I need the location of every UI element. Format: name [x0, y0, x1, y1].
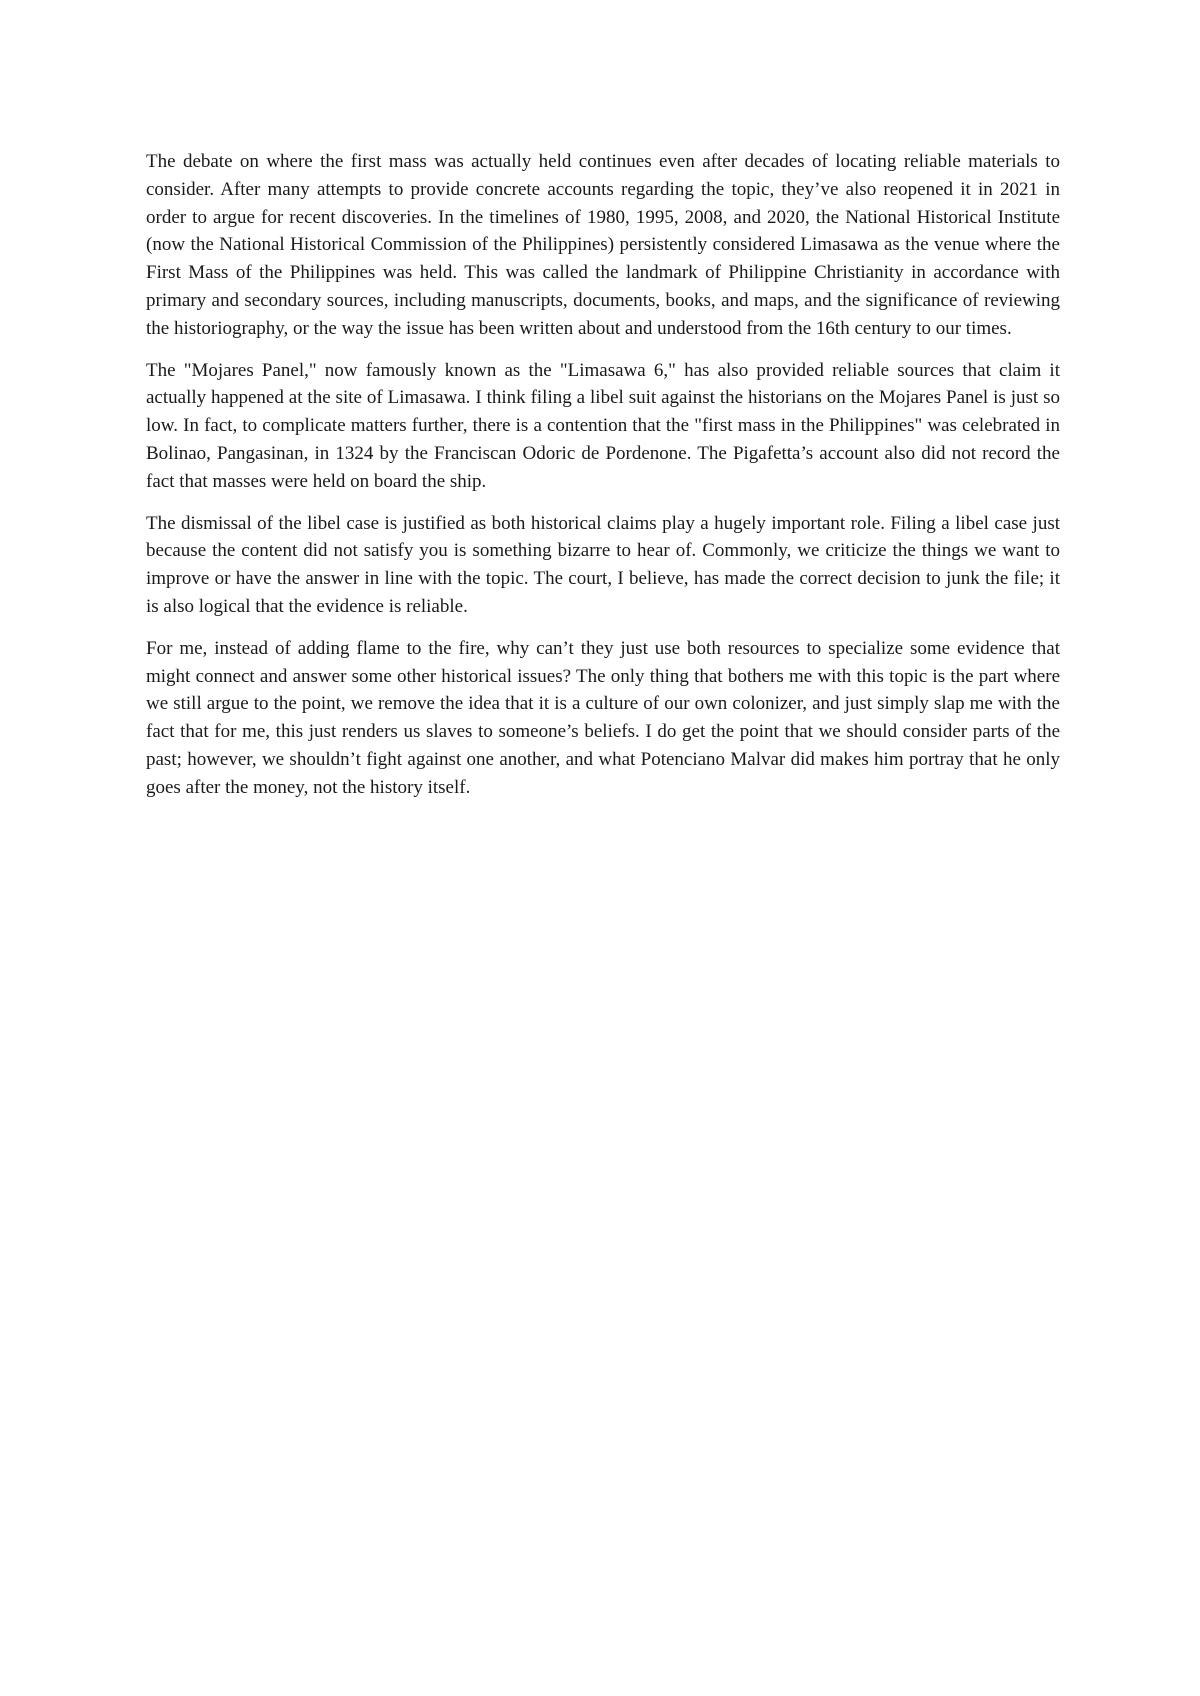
paragraph-4: For me, instead of adding flame to the fire, why can’t they just use both resources to specialize some evidence that might connect and answer some other historical issues? The only thing that bothers me with this topic is the part where we still argue to the point, we remove the idea that it is a culture of our own colonizer, and just simply slap me with the fact that for me, this just renders us slaves to someone’s beliefs. I do get the point that we should consider parts of the past; however, we shouldn’t fight against one another, and what Potenciano Malvar did makes him portray that he only goes after the money, not the history itself.: [146, 637, 1060, 798]
document-body: [146, 148, 1060, 816]
paragraph-3: The dismissal of the libel case is justified as both historical claims play a hugely important role. Filing a libel case just because the content did not satisfy you is something bizarre to hear of. Commonly, we criticize the things we want to improve or have the answer in line with the topic. The court, I believe, has made the correct decision to junk the file; it is also logical that the evidence is reliable.: [146, 512, 1060, 617]
paragraph-1: The debate on where the first mass was actually held continues even after decades of locating reliable materials to consider. After many attempts to provide concrete accounts regarding the topic, they’ve also reopened it in 2021 in order to argue for recent discoveries. In the timelines of 1980, 1995, 2008, and 2020, the National Historical Institute (now the National Historical Commission of the Philippines) persistently considered Limasawa as the venue where the First Mass of the Philippines was held. This was called the landmark of Philippine Christianity in accordance with primary and secondary sources, including manuscripts, documents, books, and maps, and the significance of reviewing the historiography, or the way the issue has been written about and understood from the 16th century to our times.: [146, 151, 1060, 339]
paragraph-2: The "Mojares Panel," now famously known as the "Limasawa 6," has also provided reliable sources that claim it actually happened at the site of Limasawa. I think filing a libel suit against the historians on the Mojares Panel is just so low. In fact, to complicate matters further, there is a contention that the "first mass in the Philippines" was celebrated in Bolinao, Pangasinan, in 1324 by the Franciscan Odoric de Pordenone. The Pigafetta’s account also did not record the fact that masses were held on board the ship.: [146, 359, 1060, 492]
